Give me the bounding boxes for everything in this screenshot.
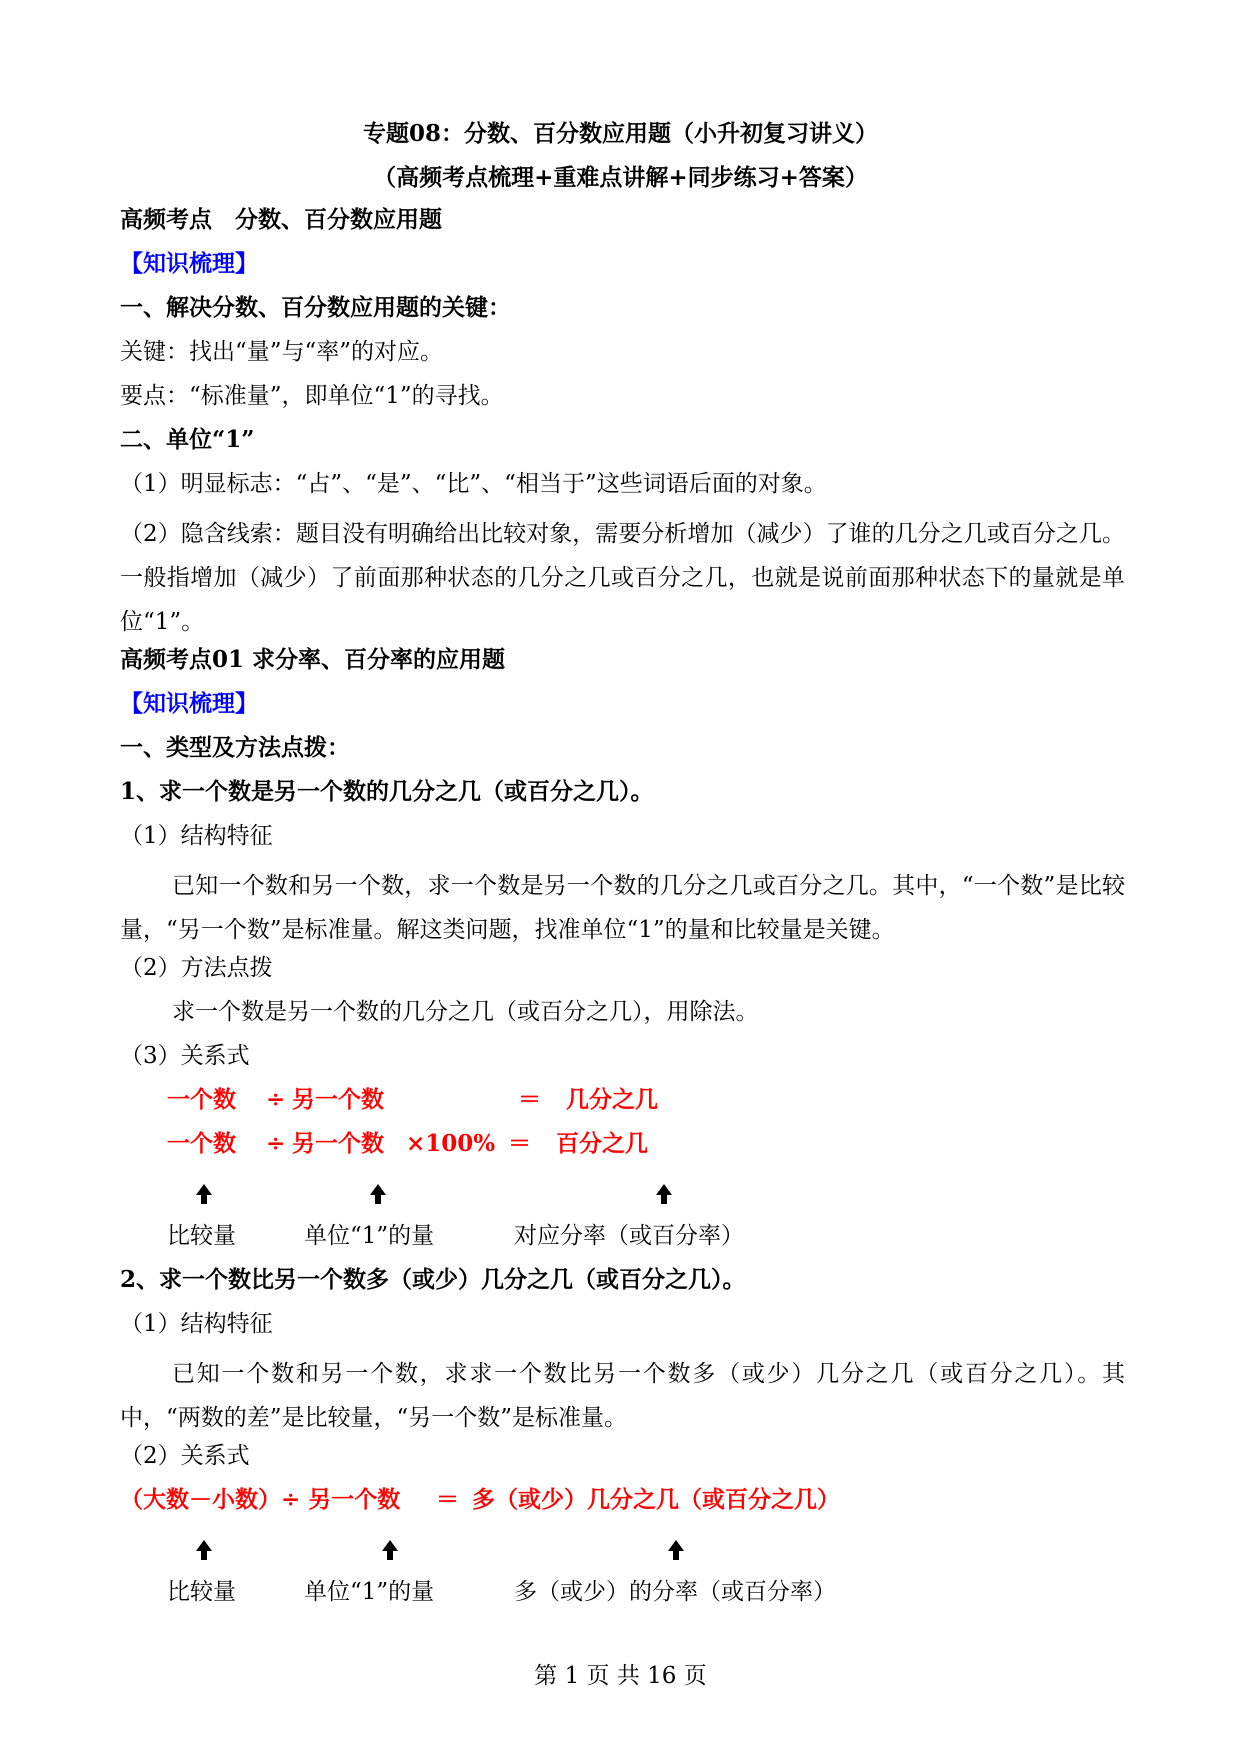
paragraph: 已知一个数和另一个数，求求一个数比另一个数多（或少）几分之几（或百分之几）。其中，“两数的差”是比较量，“另一个数”是标准量。 bbox=[120, 1361, 1125, 1431]
paragraph: （2）隐含线索：题目没有明确给出比较对象，需要分析增加（减少）了谁的几分之几或百分之几。一般指增加（减少）了前面那种状态的几分之几或百分之几，也就是说前面那种状态下的量就是单位“1”。 bbox=[120, 521, 1125, 635]
page-title: 专题08：分数、百分数应用题（小升初复习讲义） bbox=[362, 120, 878, 147]
formula-term: 另一个数 bbox=[292, 1130, 384, 1157]
formula-term: 另一个数 bbox=[292, 1086, 384, 1113]
sub-heading: （1）结构特征 bbox=[120, 823, 273, 849]
label-rate: 对应分率（或百分率） bbox=[514, 1223, 744, 1249]
formula-operator: ÷ bbox=[266, 1086, 286, 1113]
sub-heading: （3）关系式 bbox=[120, 1043, 250, 1069]
paragraph: 要点：“标准量”，即单位“1”的寻找。 bbox=[120, 383, 504, 409]
sub-heading: （1）结构特征 bbox=[120, 1311, 273, 1337]
label-compared: 比较量 bbox=[167, 1579, 236, 1605]
label-unit: 单位“1”的量 bbox=[304, 1223, 435, 1249]
formula-term: 一个数 bbox=[167, 1086, 236, 1113]
formula-equals: ＝ bbox=[436, 1486, 459, 1513]
sub-heading: （2）关系式 bbox=[120, 1443, 250, 1469]
knowledge-tag: 【知识梳理】 bbox=[120, 690, 258, 717]
formula-result: 几分之几 bbox=[566, 1086, 658, 1113]
type-heading: 2、求一个数比另一个数多（或少）几分之几（或百分之几）。 bbox=[120, 1266, 746, 1293]
knowledge-tag: 【知识梳理】 bbox=[120, 250, 258, 277]
formula-result: 多（或少）几分之几（或百分之几） bbox=[472, 1486, 840, 1513]
formula-term: 一个数 bbox=[167, 1130, 236, 1157]
formula-equals: ＝ bbox=[518, 1086, 541, 1113]
label-rate: 多（或少）的分率（或百分率） bbox=[514, 1579, 836, 1605]
formula-result: 百分之几 bbox=[556, 1130, 648, 1157]
subheading-types: 一、类型及方法点拨： bbox=[120, 734, 350, 761]
formula-operator: ÷ bbox=[266, 1130, 286, 1157]
formula-term: （大数－小数）÷ 另一个数 bbox=[120, 1486, 401, 1513]
sub-heading: （2）方法点拨 bbox=[120, 955, 273, 981]
label-unit: 单位“1”的量 bbox=[304, 1579, 435, 1605]
paragraph: （1）明显标志：“占”、“是”、“比”、“相当于”这些词语后面的对象。 bbox=[120, 471, 827, 497]
formula-equals: ＝ bbox=[508, 1130, 531, 1157]
formula-multiplier: ×100% bbox=[406, 1130, 496, 1157]
subheading-unit: 二、单位“1” bbox=[120, 426, 255, 453]
type-heading: 1、求一个数是另一个数的几分之几（或百分之几）。 bbox=[120, 778, 654, 805]
paragraph: 关键：找出“量”与“率”的对应。 bbox=[120, 339, 444, 365]
section-heading: 高频考点01 求分率、百分率的应用题 bbox=[120, 646, 506, 673]
label-compared: 比较量 bbox=[167, 1223, 236, 1249]
section-heading: 高频考点 分数、百分数应用题 bbox=[120, 206, 442, 233]
subheading-key: 一、解决分数、百分数应用题的关键： bbox=[120, 294, 511, 321]
page-footer: 第 1 页 共 16 页 bbox=[534, 1663, 707, 1689]
page-subtitle: （高频考点梳理+重难点讲解+同步练习+答案） bbox=[373, 164, 868, 191]
paragraph: 已知一个数和另一个数，求一个数是另一个数的几分之几或百分之几。其中，“一个数”是比较量，“另一个数”是标准量。解这类问题，找准单位“1”的量和比较量是关键。 bbox=[120, 873, 1125, 943]
paragraph: 求一个数是另一个数的几分之几（或百分之几），用除法。 bbox=[172, 999, 759, 1025]
